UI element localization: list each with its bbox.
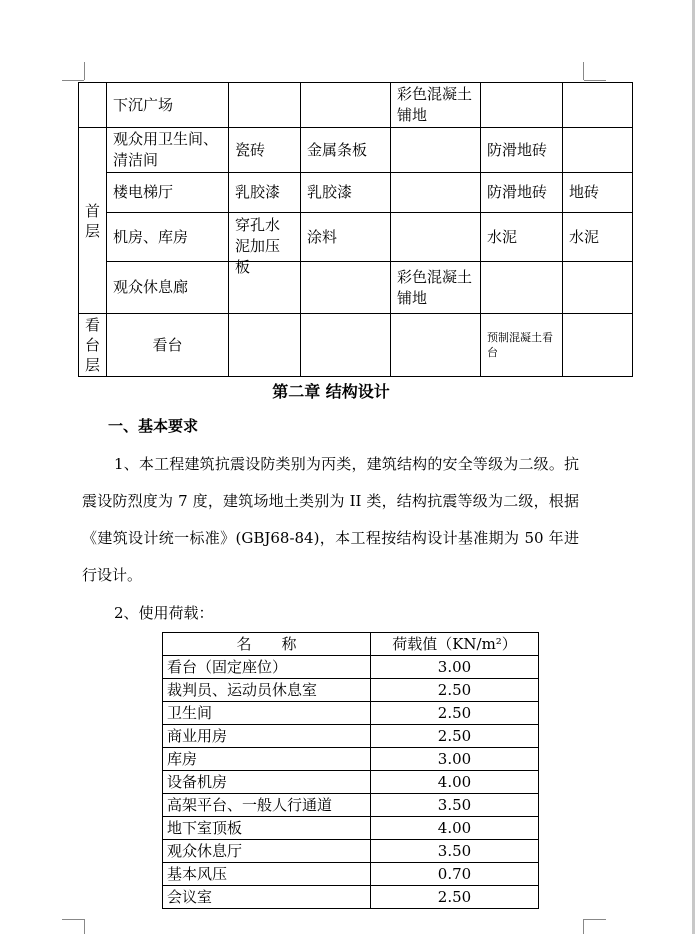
table-row — [79, 83, 633, 128]
load-name: 看台（固定座位） — [163, 656, 371, 679]
table-row — [163, 771, 539, 794]
load-value: 3.00 — [371, 656, 539, 679]
column-header-name: 名 称 — [163, 633, 371, 656]
table-row — [163, 702, 539, 725]
table-row — [163, 794, 539, 817]
table-cell: 金属条板 — [301, 128, 391, 173]
table-cell: 彩色混凝土铺地 — [391, 83, 481, 128]
load-value: 2.50 — [371, 702, 539, 725]
load-name: 会议室 — [163, 886, 371, 909]
table-cell: 彩色混凝土铺地 — [391, 262, 481, 314]
load-name: 基本风压 — [163, 863, 371, 886]
table-cell: 水泥 — [563, 213, 633, 262]
floor-label-first: 首 层 — [79, 128, 107, 314]
table-cell: 瓷砖 — [229, 128, 301, 173]
table-row — [79, 262, 633, 314]
table-cell — [79, 83, 107, 128]
chapter-title: 第二章 结构设计 — [272, 382, 390, 401]
loads-label: 2、使用荷载： — [114, 604, 214, 622]
clipped-text: 穿孔水泥加压板 — [235, 216, 281, 276]
table-cell: 防滑地砖 — [481, 128, 563, 173]
table-row — [163, 748, 539, 771]
body-paragraph: 1、本工程建筑抗震设防类别为丙类，建筑结构的安全等级为二级。抗震设防烈度为 7 度，建筑场地土类别为 II 类，结构抗震等级为二级，根据《建筑设计统一标准》(GBJ68-84)，本工程按结构设计基准期为 50 年进行设计。 — [82, 455, 579, 584]
table-cell: 观众休息廊 — [107, 262, 229, 314]
table-row — [163, 656, 539, 679]
load-value: 4.00 — [371, 817, 539, 840]
load-value: 3.50 — [371, 840, 539, 863]
table-cell — [563, 262, 633, 314]
table-row — [163, 725, 539, 748]
table-cell — [481, 262, 563, 314]
load-value: 2.50 — [371, 886, 539, 909]
table-cell — [563, 128, 633, 173]
load-value: 2.50 — [371, 679, 539, 702]
crop-mark — [84, 919, 85, 934]
table-cell — [301, 83, 391, 128]
table-cell: 楼电梯厅 — [107, 173, 229, 213]
load-value: 0.70 — [371, 863, 539, 886]
load-value: 2.50 — [371, 725, 539, 748]
table-cell — [481, 83, 563, 128]
load-value: 3.00 — [371, 748, 539, 771]
load-name: 商业用房 — [163, 725, 371, 748]
table-row — [163, 886, 539, 909]
table-cell — [391, 213, 481, 262]
table-row — [79, 314, 633, 377]
load-name: 地下室顶板 — [163, 817, 371, 840]
table-row — [79, 173, 633, 213]
section-title: 一、基本要求 — [108, 417, 199, 435]
table-cell — [391, 173, 481, 213]
crop-mark — [84, 62, 85, 80]
table-row — [79, 213, 633, 262]
materials-table — [78, 82, 633, 377]
table-cell — [563, 314, 633, 377]
load-name: 库房 — [163, 748, 371, 771]
table-cell: 涂料 — [301, 213, 391, 262]
load-value: 3.50 — [371, 794, 539, 817]
table-cell: 乳胶漆 — [301, 173, 391, 213]
table-cell — [229, 314, 301, 377]
table-cell: 看台 — [107, 314, 229, 377]
load-value: 4.00 — [371, 771, 539, 794]
load-name: 高架平台、一般人行通道 — [163, 794, 371, 817]
crop-mark — [62, 919, 84, 920]
column-header-value: 荷载值（KN/m²） — [371, 633, 539, 656]
table-row — [163, 679, 539, 702]
table-row — [163, 817, 539, 840]
table-cell — [563, 83, 633, 128]
table-row — [163, 863, 539, 886]
table-cell — [391, 128, 481, 173]
load-name: 卫生间 — [163, 702, 371, 725]
table-cell: 地砖 — [563, 173, 633, 213]
table-cell — [301, 314, 391, 377]
load-name: 裁判员、运动员休息室 — [163, 679, 371, 702]
table-row — [79, 128, 633, 173]
crop-mark — [62, 80, 84, 81]
table-cell — [229, 83, 301, 128]
load-name: 设备机房 — [163, 771, 371, 794]
table-cell: 乳胶漆 — [229, 173, 301, 213]
table-cell — [391, 314, 481, 377]
table-cell — [301, 262, 391, 314]
table-header-row — [163, 633, 539, 656]
crop-mark — [584, 80, 606, 81]
table-row — [163, 840, 539, 863]
table-cell: 预制混凝土看台 — [481, 314, 563, 377]
crop-mark — [583, 919, 584, 934]
table-cell: 防滑地砖 — [481, 173, 563, 213]
floor-label-stand: 看 台 层 — [79, 314, 107, 377]
load-name: 观众休息厅 — [163, 840, 371, 863]
table-cell: 观众用卫生间、清洁间 — [107, 128, 229, 173]
crop-mark — [583, 62, 584, 80]
table-cell: 下沉广场 — [107, 83, 229, 128]
crop-mark — [584, 919, 606, 920]
loads-table — [162, 632, 539, 909]
table-cell — [229, 213, 301, 276]
table-cell: 水泥 — [481, 213, 563, 262]
table-cell: 机房、库房 — [107, 213, 229, 262]
